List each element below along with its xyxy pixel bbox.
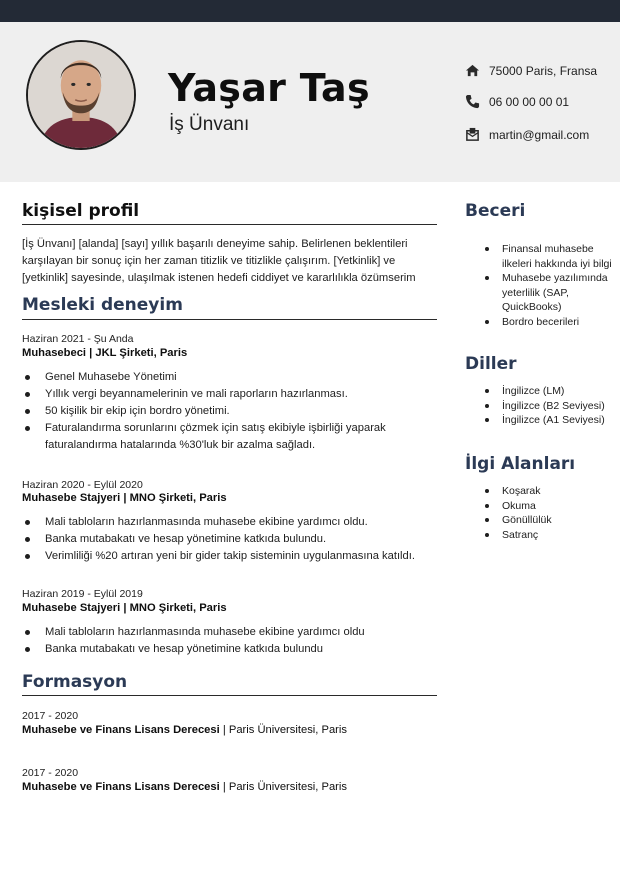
- mail-icon: [465, 127, 480, 142]
- job-2-bullets: [45, 514, 445, 565]
- job-title: İş Ünvanı: [169, 114, 250, 135]
- list-item: Mali tabloların hazırlanmasında muhasebe ekibine yardımcı oldu: [45, 624, 445, 641]
- interests-list: [502, 484, 612, 542]
- job-1-role: Muhasebeci | JKL Şirketi, Paris: [22, 347, 188, 359]
- list-item: Banka mutabakatı ve hesap yönetimine katkıda bulundu.: [45, 531, 445, 548]
- education-heading: Formasyon: [22, 672, 128, 692]
- list-item: Muhasebe yazılımında yeterlilik (SAP, QuickBooks): [502, 271, 612, 315]
- education-2-entry: [22, 781, 347, 793]
- job-1-bullets: [45, 369, 445, 454]
- education-2-degree: Muhasebe ve Finans Lisans Derecesi: [22, 781, 220, 793]
- list-item: Banka mutabakatı ve hesap yönetimine katkıda bulundu: [45, 641, 445, 658]
- contact-phone: [465, 94, 569, 109]
- job-2-dates: Haziran 2020 - Eylül 2020: [22, 479, 143, 491]
- interests-heading: İlgi Alanları: [465, 454, 576, 474]
- list-item: Finansal muhasebe ilkeleri hakkında iyi bilgi: [502, 243, 612, 270]
- contact-phone-text: 06 00 00 00 01: [489, 94, 570, 109]
- list-item: Gönüllülük: [502, 513, 612, 528]
- job-3-role: Muhasebe Stajyeri | MNO Şirketi, Paris: [22, 602, 227, 614]
- skills-heading: Beceri: [465, 201, 526, 221]
- profile-photo: [26, 40, 136, 150]
- contact-email[interactable]: [465, 127, 589, 142]
- education-divider: [22, 695, 437, 696]
- list-item: Koşarak: [502, 484, 612, 499]
- contact-address: [465, 63, 597, 78]
- skills-list: [502, 242, 612, 330]
- list-item: İngilizce (B2 Seviyesi): [502, 399, 612, 414]
- list-item: Satranç: [502, 528, 612, 543]
- home-icon: [465, 63, 480, 78]
- list-item: İngilizce (A1 Seviyesi): [502, 413, 612, 428]
- contact-address-text: 75000 Paris, Fransa: [489, 63, 598, 78]
- profile-text: [İş Ünvanı] [alanda] [sayı] yıllık başarılı deneyime sahip. Belirlenen beklentileri karşılayan bir sonuç için her zaman titizlik ve titizlikle çalışırım. [Yetkinlik] ve [yetkinlik] sayesinde, ulaşılmak istenen hedefi ciddiyet ve kararlılıkla özümserim: [22, 238, 416, 284]
- top-bar: [0, 0, 620, 22]
- education-2-dates: 2017 - 2020: [22, 767, 79, 779]
- languages-heading: Diller: [465, 354, 517, 374]
- education-1-school: | Paris Üniversitesi, Paris: [219, 724, 347, 736]
- list-item: Yıllık vergi beyannamelerinin ve mali raporların hazırlanması.: [45, 386, 445, 403]
- profile-divider: [22, 224, 437, 225]
- contact-email-text[interactable]: martin@gmail.com: [489, 127, 590, 142]
- list-item: İngilizce (LM): [502, 384, 612, 399]
- languages-list: [502, 384, 612, 428]
- experience-divider: [22, 319, 437, 320]
- list-item: Bordro becerileri: [502, 315, 612, 330]
- job-2-role: Muhasebe Stajyeri | MNO Şirketi, Paris: [22, 492, 227, 504]
- list-item: Faturalandırma sorunlarını çözmek için satış ekibiyle işbirliği yaparak faturalandırma hatalarında %30'luk bir azalma sağladı.: [45, 420, 445, 454]
- job-3-bullets: [45, 624, 445, 658]
- candidate-name: Yaşar Taş: [168, 66, 370, 110]
- list-item: 50 kişilik bir ekip için bordro yönetimi.: [45, 403, 445, 420]
- list-item: Verimliliği %20 artıran yeni bir gider takip sisteminin uygulanmasına katıldı.: [45, 548, 445, 565]
- list-item: Mali tabloların hazırlanmasında muhasebe ekibine yardımcı oldu.: [45, 514, 445, 531]
- job-3-dates: Haziran 2019 - Eylül 2019: [22, 588, 143, 600]
- list-item: Genel Muhasebe Yönetimi: [45, 369, 445, 386]
- profile-heading: kişisel profil: [22, 201, 140, 221]
- education-1-degree: Muhasebe ve Finans Lisans Derecesi: [22, 724, 220, 736]
- education-1-entry: [22, 724, 347, 736]
- phone-icon: [465, 94, 480, 109]
- list-item: Okuma: [502, 499, 612, 514]
- education-1-dates: 2017 - 2020: [22, 710, 79, 722]
- education-2-school: | Paris Üniversitesi, Paris: [219, 781, 347, 793]
- experience-heading: Mesleki deneyim: [22, 295, 183, 315]
- job-1-dates: Haziran 2021 - Şu Anda: [22, 333, 134, 345]
